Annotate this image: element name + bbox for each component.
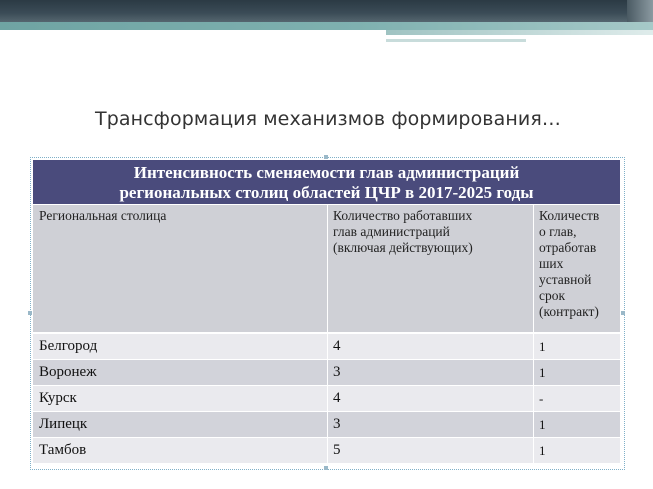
header-full-term-line: отработав — [539, 240, 597, 255]
resize-handle-right[interactable] — [621, 311, 625, 315]
header-regional-capital: Региональная столица — [39, 208, 167, 223]
cell-heads-count: 5 — [333, 442, 341, 458]
table-row[interactable] — [33, 334, 620, 359]
top-band-corner — [627, 0, 653, 22]
cell-full-term: 1 — [539, 365, 546, 380]
column-separator — [533, 412, 534, 437]
cell-heads-count: 4 — [333, 338, 341, 354]
column-separator — [533, 205, 534, 332]
column-separator — [533, 386, 534, 411]
column-separator — [327, 334, 328, 359]
table-title-line-2: региональных столиц областей ЦЧР в 2017-2025 годы — [119, 183, 534, 202]
table-row[interactable] — [33, 438, 620, 463]
cell-city: Белгород — [39, 338, 98, 354]
column-separator — [327, 412, 328, 437]
column-separator — [327, 205, 328, 332]
cell-full-term: 1 — [539, 443, 546, 458]
accent-line — [386, 39, 526, 42]
header-full-term-line: ших — [539, 256, 564, 271]
header-heads-count-line: (включая действующих) — [333, 240, 473, 255]
cell-full-term: 1 — [539, 417, 546, 432]
header-full-term-line: Количеств — [539, 208, 600, 223]
table-row[interactable] — [33, 412, 620, 437]
table-title-line-1: Интенсивность сменяемости глав администраций — [133, 163, 520, 182]
teal-accent-stripe — [0, 22, 653, 30]
column-separator — [533, 438, 534, 463]
column-header-row[interactable] — [33, 205, 620, 332]
column-separator — [327, 438, 328, 463]
column-separator — [533, 360, 534, 385]
header-full-term-count — [539, 205, 619, 332]
resize-handle-top[interactable] — [324, 155, 328, 159]
cell-heads-count: 3 — [333, 416, 341, 432]
table-title[interactable] — [33, 160, 620, 204]
resize-handle-left[interactable] — [28, 311, 32, 315]
cell-city: Воронеж — [39, 364, 97, 380]
cell-heads-count: 3 — [333, 364, 341, 380]
table-row[interactable] — [33, 386, 620, 411]
header-full-term-line: уставной — [539, 272, 592, 287]
top-decorative-band — [0, 0, 653, 22]
cell-city: Курск — [39, 390, 77, 406]
header-full-term-line: срок — [539, 288, 566, 303]
cell-city: Тамбов — [39, 442, 87, 458]
header-heads-count-line: Количество работавших — [333, 208, 473, 223]
accent-line-highlight — [540, 35, 640, 37]
column-separator — [327, 360, 328, 385]
header-heads-count-line: глав администраций — [333, 224, 450, 239]
cell-full-term: 1 — [539, 339, 546, 354]
table-row[interactable] — [33, 360, 620, 385]
header-full-term-line: о глав, — [539, 224, 577, 239]
slide-title[interactable]: Трансформация механизмов формирования… — [95, 108, 561, 130]
header-full-term-line: (контракт) — [539, 304, 599, 319]
cell-city: Липецк — [39, 416, 88, 432]
column-separator — [533, 334, 534, 359]
cell-full-term: - — [539, 391, 544, 406]
header-heads-count — [333, 205, 533, 332]
cell-heads-count: 4 — [333, 390, 341, 406]
column-separator — [327, 386, 328, 411]
resize-handle-bottom[interactable] — [324, 466, 328, 470]
